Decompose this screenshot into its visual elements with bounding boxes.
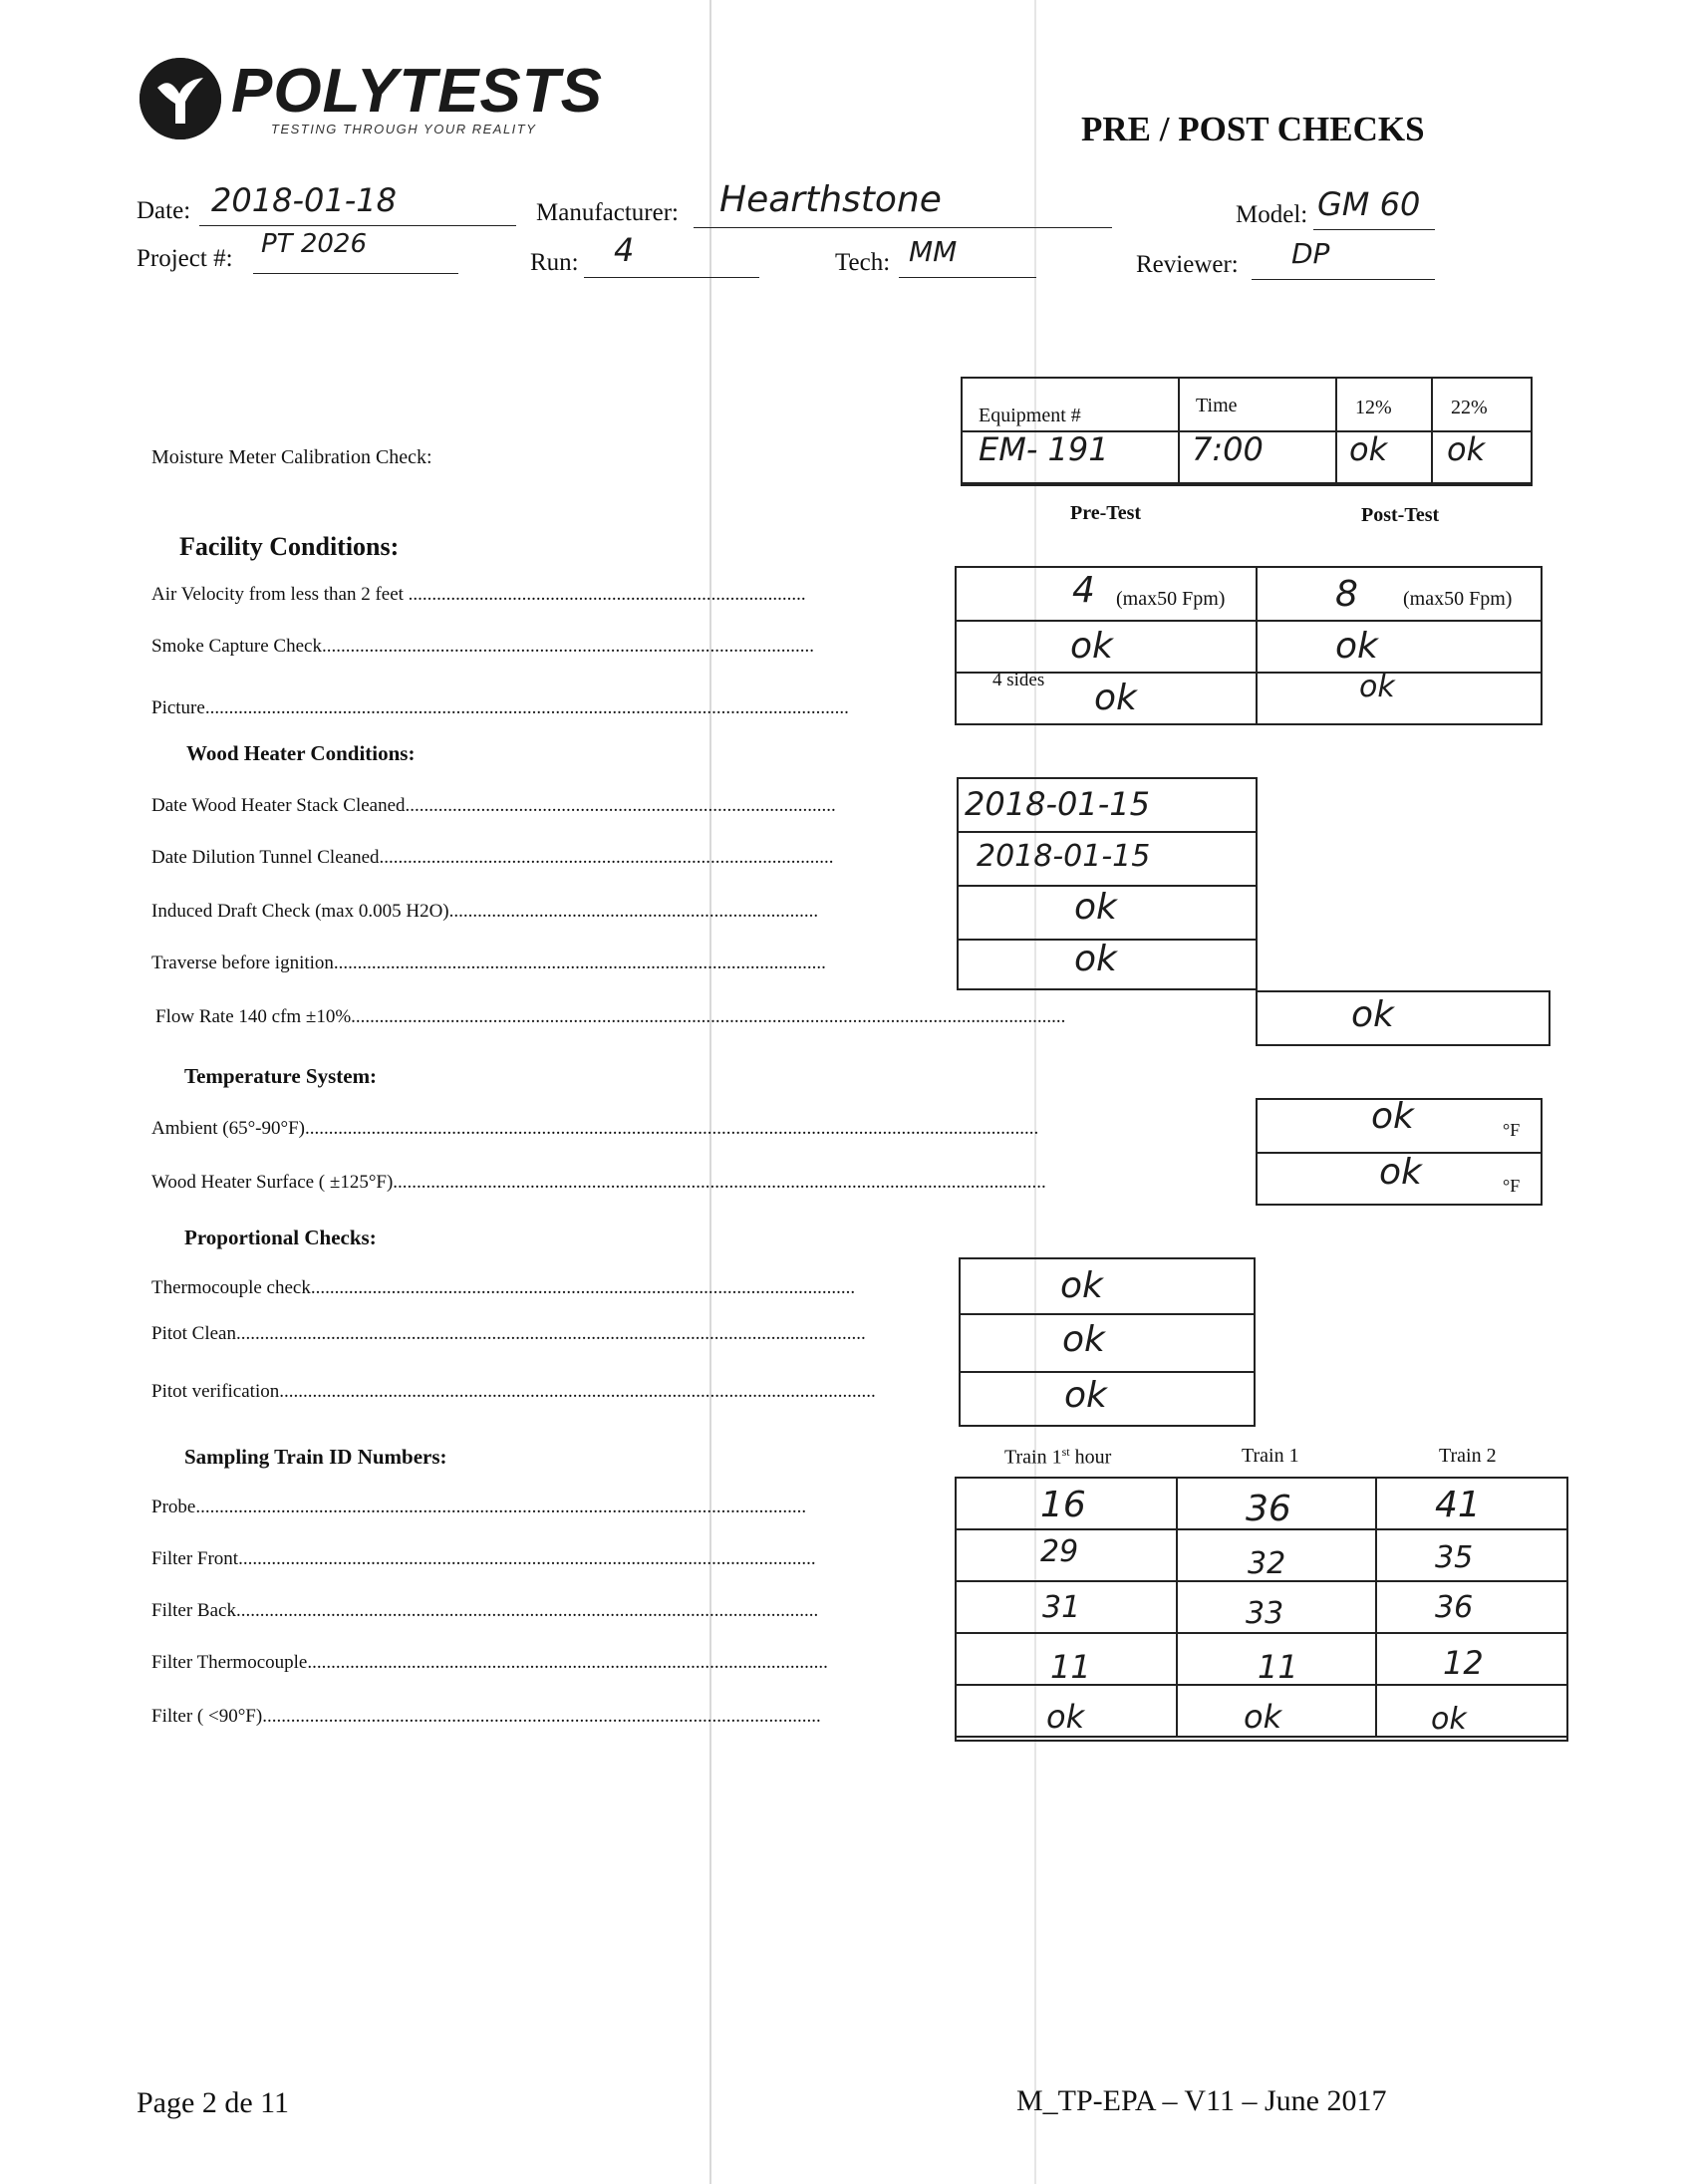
tech-value[interactable]: MM [909, 235, 958, 268]
smoke-capture-pre: ok [1070, 626, 1113, 667]
model-line [1313, 229, 1435, 230]
sampling-row-label: Filter Front.......................................................................................................................... [151, 1548, 816, 1569]
run-value[interactable]: 4 [614, 231, 635, 269]
document-id: M_TP-EPA – V11 – June 2017 [1016, 2084, 1387, 2117]
sampling-value: 11 [1258, 1648, 1298, 1686]
sampling-value: ok [1244, 1698, 1282, 1736]
sampling-value: ok [1046, 1698, 1085, 1736]
sampling-row-label: Filter ( <90°F)...................................................................................................................... [151, 1706, 821, 1727]
moisture-label: Moisture Meter Calibration Check: [151, 446, 432, 468]
stack-cleaned-value: 2018-01-15 [965, 785, 1150, 823]
facility-cell-post[interactable] [1256, 672, 1543, 725]
manufacturer-line [694, 227, 1112, 228]
sampling-value: 11 [1050, 1648, 1091, 1686]
train-first-hour-text: Train 1 [1004, 1446, 1062, 1469]
facility-row-label: Picture........................................................................................................................................ [151, 697, 849, 718]
sampling-cell[interactable] [1375, 1684, 1568, 1738]
logo-icon [140, 58, 221, 139]
reviewer-line [1252, 279, 1435, 280]
proportional-cell[interactable] [959, 1313, 1256, 1373]
thermocouple-value: ok [1060, 1265, 1103, 1306]
reviewer-value[interactable]: DP [1291, 237, 1330, 270]
reviewer-label: Reviewer: [1136, 251, 1239, 278]
page-number: Page 2 de 11 [137, 2086, 290, 2119]
date-line [199, 225, 516, 226]
pitot-verification-value: ok [1064, 1375, 1107, 1416]
project-label: Project #: [137, 245, 233, 272]
sampling-row-label: Filter Thermocouple.............................................................................................................. [151, 1652, 828, 1673]
flow-rate-label: Flow Rate 140 cfm ±10%....................................................................................................................................................... [155, 1006, 1066, 1027]
temperature-title: Temperature System: [184, 1064, 378, 1088]
sampling-value: 32 [1248, 1546, 1286, 1581]
model-value[interactable]: GM 60 [1317, 185, 1421, 223]
pre-test-heading: Pre-Test [1070, 502, 1142, 524]
model-label: Model: [1236, 201, 1308, 228]
manufacturer-label: Manufacturer: [536, 199, 679, 226]
manufacturer-value[interactable]: Hearthstone [719, 179, 942, 220]
picture-pre: ok [1094, 678, 1137, 718]
ambient-value: ok [1371, 1096, 1414, 1137]
moisture-head-label: 22% [1451, 397, 1488, 418]
date-value[interactable]: 2018-01-18 [211, 181, 397, 219]
tech-label: Tech: [835, 249, 891, 276]
picture-post: ok [1359, 670, 1395, 704]
date-label: Date: [137, 197, 191, 224]
induced-draft-value: ok [1074, 887, 1117, 928]
facility-row-label: Air Velocity from less than 2 feet .................................................................................... [151, 584, 806, 605]
sampling-value: 16 [1040, 1485, 1086, 1525]
tech-line [899, 277, 1036, 278]
wood-heater-row-label: Date Wood Heater Stack Cleaned........................................................................................... [151, 795, 836, 816]
sampling-value: 33 [1246, 1596, 1284, 1631]
wood-heater-row-label: Induced Draft Check (max 0.005 H2O).............................................................................. [151, 901, 819, 922]
moisture-value: ok [1349, 430, 1388, 468]
project-value[interactable]: PT 2026 [261, 229, 367, 259]
temperature-row-label: Ambient (65°-90°F)........................................................................................................................................................... [151, 1118, 1039, 1139]
surface-value: ok [1379, 1152, 1422, 1193]
train-2-heading: Train 2 [1439, 1445, 1497, 1467]
air-velocity-post-note: (max50 Fpm) [1403, 588, 1513, 610]
sampling-value: ok [1431, 1702, 1467, 1737]
pitot-clean-value: ok [1062, 1319, 1105, 1360]
picture-pre-note: 4 sides [992, 670, 1045, 690]
run-label: Run: [530, 249, 579, 276]
sampling-value: 29 [1040, 1534, 1079, 1569]
surface-unit: °F [1503, 1176, 1521, 1196]
facility-row-label: Smoke Capture Check........................................................................................................ [151, 636, 814, 657]
sampling-value: 31 [1042, 1590, 1081, 1625]
temperature-row-label: Wood Heater Surface ( ±125°F).......................................................................................................................................... [151, 1172, 1046, 1193]
logo-tagline: TESTING THROUGH YOUR REALITY [271, 122, 537, 136]
proportional-cell[interactable] [959, 1371, 1256, 1427]
sampling-title: Sampling Train ID Numbers: [184, 1445, 447, 1469]
run-line [584, 277, 759, 278]
scan-line [1034, 0, 1036, 2184]
proportional-title: Proportional Checks: [184, 1226, 377, 1249]
wood-heater-title: Wood Heater Conditions: [186, 741, 416, 765]
facility-title: Facility Conditions: [179, 532, 400, 561]
sampling-row-label: Probe................................................................................................................................. [151, 1497, 807, 1517]
traverse-value: ok [1074, 939, 1117, 979]
flow-rate-cell[interactable] [1256, 990, 1550, 1046]
proportional-row-label: Thermocouple check................................................................................................................... [151, 1277, 856, 1298]
smoke-capture-post: ok [1335, 626, 1378, 667]
moisture-value: ok [1447, 430, 1486, 468]
sampling-value: 41 [1435, 1485, 1481, 1525]
flow-rate-value: ok [1351, 994, 1394, 1035]
sampling-row-label: Filter Back........................................................................................................................... [151, 1600, 819, 1621]
proportional-row-label: Pitot Clean..................................................................................................................................... [151, 1323, 866, 1344]
moisture-value: 7:00 [1192, 430, 1264, 468]
train-first-hour-sup: st [1061, 1445, 1070, 1459]
tunnel-cleaned-value: 2018-01-15 [977, 839, 1151, 874]
train-first-hour-tail: hour [1069, 1446, 1112, 1469]
moisture-head-label: 12% [1355, 397, 1392, 418]
wood-heater-row-label: Date Dilution Tunnel Cleaned................................................................................................ [151, 847, 834, 868]
train-1-heading: Train 1 [1242, 1445, 1299, 1467]
wood-heater-row-label: Traverse before ignition........................................................................................................ [151, 953, 826, 973]
ambient-unit: °F [1503, 1120, 1521, 1140]
air-velocity-post: 8 [1335, 574, 1358, 615]
moisture-head-label: Equipment # [979, 405, 1081, 426]
sampling-value: 36 [1435, 1590, 1474, 1625]
project-line [253, 273, 458, 274]
scan-line [709, 0, 711, 2184]
logo-text: POLYTESTS [231, 57, 604, 126]
facility-cell-post[interactable] [1256, 620, 1543, 674]
proportional-table [959, 1257, 1256, 1427]
proportional-cell[interactable] [959, 1257, 1256, 1315]
sampling-value: 12 [1443, 1644, 1484, 1682]
moisture-head-label: Time [1196, 395, 1238, 416]
train-first-hour-heading [1004, 1445, 1111, 1470]
page-title: PRE / POST CHECKS [1081, 110, 1425, 148]
air-velocity-pre-note: (max50 Fpm) [1116, 588, 1226, 610]
proportional-row-label: Pitot verification.............................................................................................................................. [151, 1381, 876, 1402]
moisture-value: EM- 191 [979, 430, 1109, 468]
sampling-value: 35 [1435, 1540, 1474, 1575]
air-velocity-pre: 4 [1072, 570, 1095, 611]
post-test-heading: Post-Test [1361, 504, 1440, 526]
sampling-value: 36 [1246, 1489, 1291, 1529]
